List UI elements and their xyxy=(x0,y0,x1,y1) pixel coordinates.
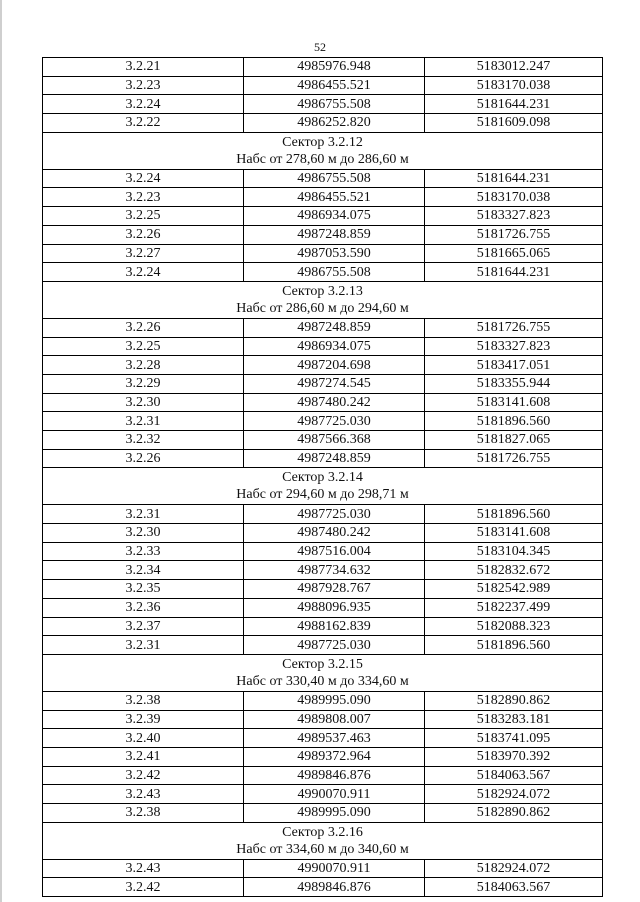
x-coordinate-cell: 4989808.007 xyxy=(244,710,425,729)
y-coordinate-cell: 5182890.862 xyxy=(425,804,603,823)
sector-title: Сектор 3.2.12 xyxy=(282,134,363,150)
x-coordinate-cell: 4986934.075 xyxy=(244,337,425,356)
point-id-cell: 3.2.35 xyxy=(43,580,244,599)
table-row xyxy=(43,393,603,412)
x-coordinate-cell: 4989846.876 xyxy=(244,766,425,785)
y-coordinate-cell: 5184063.567 xyxy=(425,766,603,785)
sector-header-row xyxy=(43,822,603,859)
y-coordinate-cell: 5182924.072 xyxy=(425,785,603,804)
table-row xyxy=(43,580,603,599)
point-id-cell: 3.2.29 xyxy=(43,374,244,393)
table-row xyxy=(43,431,603,450)
point-id-cell: 3.2.28 xyxy=(43,356,244,375)
point-id-cell: 3.2.38 xyxy=(43,804,244,823)
x-coordinate-cell: 4986755.508 xyxy=(244,95,425,114)
x-coordinate-cell: 4986755.508 xyxy=(244,263,425,282)
y-coordinate-cell: 5183104.345 xyxy=(425,542,603,561)
table-row xyxy=(43,804,603,823)
point-id-cell: 3.2.38 xyxy=(43,691,244,710)
y-coordinate-cell: 5181896.560 xyxy=(425,505,603,524)
x-coordinate-cell: 4987480.242 xyxy=(244,524,425,543)
table-row xyxy=(43,76,603,95)
x-coordinate-cell: 4987928.767 xyxy=(244,580,425,599)
point-id-cell: 3.2.30 xyxy=(43,393,244,412)
y-coordinate-cell: 5181827.065 xyxy=(425,431,603,450)
sector-header-row xyxy=(43,654,603,691)
point-id-cell: 3.2.37 xyxy=(43,617,244,636)
coordinates-table-body xyxy=(43,58,603,897)
point-id-cell: 3.2.26 xyxy=(43,318,244,337)
table-row xyxy=(43,374,603,393)
table-row xyxy=(43,449,603,468)
point-id-cell: 3.2.25 xyxy=(43,337,244,356)
y-coordinate-cell: 5181726.755 xyxy=(425,318,603,337)
y-coordinate-cell: 5182088.323 xyxy=(425,617,603,636)
sector-header-cell xyxy=(43,281,603,318)
y-coordinate-cell: 5183327.823 xyxy=(425,207,603,226)
table-row xyxy=(43,263,603,282)
point-id-cell: 3.2.31 xyxy=(43,412,244,431)
y-coordinate-cell: 5182237.499 xyxy=(425,598,603,617)
point-id-cell: 3.2.43 xyxy=(43,785,244,804)
sector-header-cell xyxy=(43,822,603,859)
page-number: 52 xyxy=(314,40,326,54)
x-coordinate-cell: 4986934.075 xyxy=(244,207,425,226)
sector-title: Сектор 3.2.13 xyxy=(282,283,363,299)
point-id-cell: 3.2.22 xyxy=(43,114,244,133)
x-coordinate-cell: 4989995.090 xyxy=(244,804,425,823)
x-coordinate-cell: 4990070.911 xyxy=(244,785,425,804)
table-row xyxy=(43,207,603,226)
point-id-cell: 3.2.21 xyxy=(43,58,244,77)
y-coordinate-cell: 5183170.038 xyxy=(425,76,603,95)
x-coordinate-cell: 4987725.030 xyxy=(244,505,425,524)
x-coordinate-cell: 4989846.876 xyxy=(244,878,425,897)
y-coordinate-cell: 5183970.392 xyxy=(425,747,603,766)
sector-height-range: Набс от 286,60 м до 294,60 м xyxy=(236,300,409,316)
y-coordinate-cell: 5181726.755 xyxy=(425,449,603,468)
x-coordinate-cell: 4987566.368 xyxy=(244,431,425,450)
table-row xyxy=(43,169,603,188)
table-row xyxy=(43,691,603,710)
table-row xyxy=(43,95,603,114)
page-edge xyxy=(0,0,2,902)
table-row xyxy=(43,542,603,561)
point-id-cell: 3.2.27 xyxy=(43,244,244,263)
x-coordinate-cell: 4987248.859 xyxy=(244,225,425,244)
y-coordinate-cell: 5182542.989 xyxy=(425,580,603,599)
point-id-cell: 3.2.41 xyxy=(43,747,244,766)
x-coordinate-cell: 4986455.521 xyxy=(244,188,425,207)
y-coordinate-cell: 5183141.608 xyxy=(425,524,603,543)
x-coordinate-cell: 4987725.030 xyxy=(244,636,425,655)
x-coordinate-cell: 4989537.463 xyxy=(244,729,425,748)
x-coordinate-cell: 4989372.964 xyxy=(244,747,425,766)
x-coordinate-cell: 4987274.545 xyxy=(244,374,425,393)
point-id-cell: 3.2.23 xyxy=(43,76,244,95)
table-row xyxy=(43,505,603,524)
table-row xyxy=(43,225,603,244)
y-coordinate-cell: 5183417.051 xyxy=(425,356,603,375)
point-id-cell: 3.2.39 xyxy=(43,710,244,729)
point-id-cell: 3.2.31 xyxy=(43,505,244,524)
y-coordinate-cell: 5183012.247 xyxy=(425,58,603,77)
table-row xyxy=(43,561,603,580)
table-row xyxy=(43,729,603,748)
x-coordinate-cell: 4985976.948 xyxy=(244,58,425,77)
sector-header-row xyxy=(43,468,603,505)
x-coordinate-cell: 4990070.911 xyxy=(244,859,425,878)
sector-header-cell xyxy=(43,468,603,505)
point-id-cell: 3.2.33 xyxy=(43,542,244,561)
x-coordinate-cell: 4987725.030 xyxy=(244,412,425,431)
coordinates-table xyxy=(42,57,603,897)
sector-height-range: Набс от 330,40 м до 334,60 м xyxy=(236,673,409,689)
point-id-cell: 3.2.26 xyxy=(43,449,244,468)
point-id-cell: 3.2.36 xyxy=(43,598,244,617)
point-id-cell: 3.2.42 xyxy=(43,766,244,785)
point-id-cell: 3.2.43 xyxy=(43,859,244,878)
table-row xyxy=(43,747,603,766)
y-coordinate-cell: 5182832.672 xyxy=(425,561,603,580)
table-row xyxy=(43,617,603,636)
sector-header-row xyxy=(43,132,603,169)
x-coordinate-cell: 4988162.839 xyxy=(244,617,425,636)
sector-title: Сектор 3.2.15 xyxy=(282,656,363,672)
y-coordinate-cell: 5181644.231 xyxy=(425,169,603,188)
point-id-cell: 3.2.24 xyxy=(43,263,244,282)
x-coordinate-cell: 4986755.508 xyxy=(244,169,425,188)
x-coordinate-cell: 4987248.859 xyxy=(244,449,425,468)
y-coordinate-cell: 5183283.181 xyxy=(425,710,603,729)
point-id-cell: 3.2.26 xyxy=(43,225,244,244)
y-coordinate-cell: 5181609.098 xyxy=(425,114,603,133)
y-coordinate-cell: 5182890.862 xyxy=(425,691,603,710)
y-coordinate-cell: 5184063.567 xyxy=(425,878,603,897)
sector-title: Сектор 3.2.14 xyxy=(282,470,363,486)
x-coordinate-cell: 4986455.521 xyxy=(244,76,425,95)
table-row xyxy=(43,524,603,543)
table-row xyxy=(43,244,603,263)
table-row xyxy=(43,318,603,337)
x-coordinate-cell: 4989995.090 xyxy=(244,691,425,710)
y-coordinate-cell: 5183741.095 xyxy=(425,729,603,748)
x-coordinate-cell: 4987248.859 xyxy=(244,318,425,337)
sector-title: Сектор 3.2.16 xyxy=(282,824,363,840)
point-id-cell: 3.2.31 xyxy=(43,636,244,655)
y-coordinate-cell: 5183327.823 xyxy=(425,337,603,356)
y-coordinate-cell: 5181665.065 xyxy=(425,244,603,263)
point-id-cell: 3.2.24 xyxy=(43,95,244,114)
x-coordinate-cell: 4987734.632 xyxy=(244,561,425,580)
table-row xyxy=(43,598,603,617)
point-id-cell: 3.2.40 xyxy=(43,729,244,748)
sector-header-cell xyxy=(43,132,603,169)
x-coordinate-cell: 4987480.242 xyxy=(244,393,425,412)
y-coordinate-cell: 5183170.038 xyxy=(425,188,603,207)
y-coordinate-cell: 5181644.231 xyxy=(425,95,603,114)
y-coordinate-cell: 5181896.560 xyxy=(425,412,603,431)
point-id-cell: 3.2.25 xyxy=(43,207,244,226)
point-id-cell: 3.2.34 xyxy=(43,561,244,580)
x-coordinate-cell: 4988096.935 xyxy=(244,598,425,617)
y-coordinate-cell: 5183355.944 xyxy=(425,374,603,393)
table-row xyxy=(43,114,603,133)
x-coordinate-cell: 4987053.590 xyxy=(244,244,425,263)
point-id-cell: 3.2.24 xyxy=(43,169,244,188)
y-coordinate-cell: 5183141.608 xyxy=(425,393,603,412)
sector-height-range: Набс от 294,60 м до 298,71 м xyxy=(236,487,409,503)
table-row xyxy=(43,636,603,655)
sector-header-row xyxy=(43,281,603,318)
table-row xyxy=(43,785,603,804)
table-row xyxy=(43,766,603,785)
sector-height-range: Набс от 334,60 м до 340,60 м xyxy=(236,841,409,857)
table-row xyxy=(43,356,603,375)
y-coordinate-cell: 5181726.755 xyxy=(425,225,603,244)
point-id-cell: 3.2.23 xyxy=(43,188,244,207)
point-id-cell: 3.2.32 xyxy=(43,431,244,450)
table-row xyxy=(43,412,603,431)
table-row xyxy=(43,859,603,878)
point-id-cell: 3.2.42 xyxy=(43,878,244,897)
sector-header-cell xyxy=(43,654,603,691)
x-coordinate-cell: 4986252.820 xyxy=(244,114,425,133)
y-coordinate-cell: 5181896.560 xyxy=(425,636,603,655)
table-row xyxy=(43,337,603,356)
x-coordinate-cell: 4987204.698 xyxy=(244,356,425,375)
table-row xyxy=(43,188,603,207)
sector-height-range: Набс от 278,60 м до 286,60 м xyxy=(236,151,409,167)
table-row xyxy=(43,58,603,77)
x-coordinate-cell: 4987516.004 xyxy=(244,542,425,561)
y-coordinate-cell: 5182924.072 xyxy=(425,859,603,878)
table-row xyxy=(43,710,603,729)
point-id-cell: 3.2.30 xyxy=(43,524,244,543)
y-coordinate-cell: 5181644.231 xyxy=(425,263,603,282)
table-row xyxy=(43,878,603,897)
